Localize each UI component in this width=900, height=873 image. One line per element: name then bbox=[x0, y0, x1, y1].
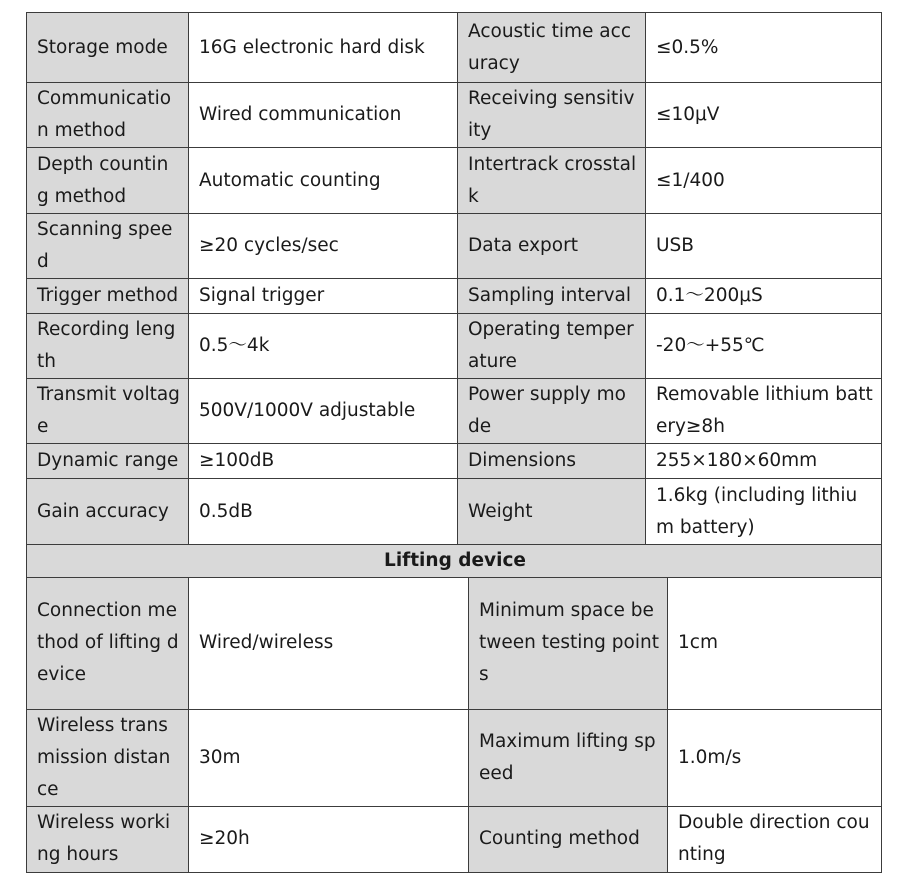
spec-label: Intertrack crosstalk bbox=[458, 148, 646, 214]
table-row bbox=[27, 83, 882, 148]
spec-value: 0.5dB bbox=[189, 479, 458, 545]
spec-value: ≤10μV bbox=[646, 83, 882, 148]
table-row bbox=[27, 806, 882, 872]
table-row bbox=[27, 479, 882, 545]
spec-label: Transmit voltage bbox=[27, 379, 189, 444]
spec-value: ≥20h bbox=[189, 806, 469, 872]
spec-value: USB bbox=[646, 214, 882, 279]
spec-label: Depth counting method bbox=[27, 148, 189, 214]
spec-value: Signal trigger bbox=[189, 279, 458, 314]
spec-label: Counting method bbox=[469, 806, 668, 872]
spec-label: Recording length bbox=[27, 314, 189, 379]
spec-label: Operating temperature bbox=[458, 314, 646, 379]
spec-label: Trigger method bbox=[27, 279, 189, 314]
spec-value: -20～+55℃ bbox=[646, 314, 882, 379]
spec-label: Dynamic range bbox=[27, 444, 189, 479]
table-row bbox=[27, 709, 882, 806]
spec-label: Wireless transmission distance bbox=[27, 709, 189, 806]
spec-value: Wired/wireless bbox=[189, 578, 469, 709]
table-row bbox=[27, 314, 882, 379]
spec-label: Connection method of lifting device bbox=[27, 578, 189, 709]
spec-label: Weight bbox=[458, 479, 646, 545]
spec-value: 500V/1000V adjustable bbox=[189, 379, 458, 444]
spec-label: Scanning speed bbox=[27, 214, 189, 279]
spec-label: Data export bbox=[458, 214, 646, 279]
spec-label: Communication method bbox=[27, 83, 189, 148]
spec-label: Gain accuracy bbox=[27, 479, 189, 545]
spec-table bbox=[26, 12, 881, 873]
spec-label: Power supply mode bbox=[458, 379, 646, 444]
spec-label: Acoustic time accuracy bbox=[458, 13, 646, 83]
spec-table-bottom bbox=[26, 578, 882, 873]
spec-value: 0.1～200μS bbox=[646, 279, 882, 314]
table-row bbox=[27, 578, 882, 709]
spec-value: Wired communication bbox=[189, 83, 458, 148]
spec-value: 1.6kg (including lithium battery) bbox=[646, 479, 882, 545]
spec-value: 1.0m/s bbox=[668, 709, 882, 806]
table-row bbox=[27, 279, 882, 314]
spec-label: Minimum space between testing points bbox=[469, 578, 668, 709]
spec-value: 16G electronic hard disk bbox=[189, 13, 458, 83]
spec-value: ≥20 cycles/sec bbox=[189, 214, 458, 279]
table-row bbox=[27, 379, 882, 444]
section-title: Lifting device bbox=[27, 545, 882, 578]
spec-value: ≤1/400 bbox=[646, 148, 882, 214]
table-row bbox=[27, 214, 882, 279]
spec-value: ≥100dB bbox=[189, 444, 458, 479]
spec-value: 0.5～4k bbox=[189, 314, 458, 379]
spec-value: Automatic counting bbox=[189, 148, 458, 214]
spec-value: Removable lithium battery≥8h bbox=[646, 379, 882, 444]
section-header-row bbox=[27, 545, 882, 578]
spec-label: Storage mode bbox=[27, 13, 189, 83]
spec-value: 30m bbox=[189, 709, 469, 806]
spec-label: Dimensions bbox=[458, 444, 646, 479]
spec-label: Sampling interval bbox=[458, 279, 646, 314]
table-row bbox=[27, 444, 882, 479]
spec-label: Receiving sensitivity bbox=[458, 83, 646, 148]
spec-label: Maximum lifting speed bbox=[469, 709, 668, 806]
spec-value: 255×180×60mm bbox=[646, 444, 882, 479]
spec-table-top bbox=[26, 12, 882, 578]
table-row bbox=[27, 13, 882, 83]
spec-value: 1cm bbox=[668, 578, 882, 709]
spec-value: Double direction counting bbox=[668, 806, 882, 872]
spec-value: ≤0.5% bbox=[646, 13, 882, 83]
spec-label: Wireless working hours bbox=[27, 806, 189, 872]
table-row bbox=[27, 148, 882, 214]
